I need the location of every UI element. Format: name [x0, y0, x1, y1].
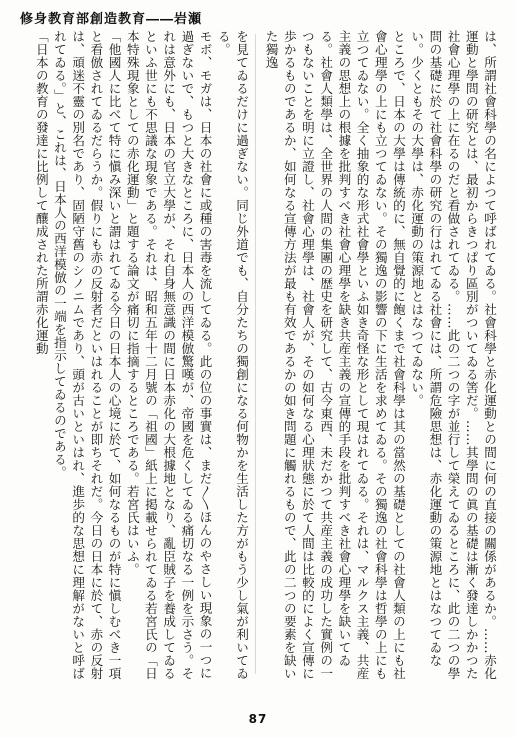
paragraph: ところで、日本の大學は傳統的に、無自覺的に飽くまで社會科學は其の當然の基礎としての社會人類の上にも社會心理學の上にも立つてゐない。その獨逸の影響の下に生活を求めてゐる。その獨逸の社會科學は哲學の上にも立つてゐない。全く抽象的な形式社會學といふ如き奇怪な形として現はれてゐる。それは、マルクス主義、共産主義の思想上の根據を批判すべき社會心理學を缺き共産主義の宣傳的手段を批判すべき社會心理學を缺いてゐる。社會人類學は、全世界の人間の集團の歴史を研究して、古今東西、未だかつて共産主義の成功した實例の一つもないことを明に立證し、社會心理學は、社會人が、その如何なる心理狀態に於て人間は比較的によく宣傳に歩かるものであるか、如何なる宣傳方法が最も有效であるかの如き問題に觸れるもので、此の二つの要素を缺いた獨逸	[263, 30, 406, 680]
paragraph: 「他國人に比べて特に愼み深いと謂はれてゐる今日の日本人の心境に於て、如何なるものが特に愼しむべき一項と看倣されてゐるだらうか。假りにも赤の反射者だといはれることが即ちそれだ。今日の日本に於て、赤の反射は、頑迷不靈の別名であり、固陋守舊のシノニムであり、頭が古いといはれ、進歩的な思想に理解がないと呼ばれてゐる。」と、これは、日本人の西洋模倣の一端を指示してゐるのである。	[51, 30, 122, 680]
right-text-column	[262, 30, 498, 680]
column-gutter	[255, 34, 256, 674]
left-text-column	[28, 30, 250, 680]
paragraph: モボ、モガは、日本の社會に或種の害毒を流してゐる。此の位の事實は、まだ〱ほんのやさしい現象の一つに過ぎないで、もつと大きなところに、日本人の西洋模倣驚嘆が、帝國を危くしてゐる痛切なる一例を示さう。それは意外にも、日本の官立大學が、それ自身無意識の間に日本赤化の大根據地となり、亂臣賊子を養成してゐるといふ世にも不思議な現象である。それは、昭和五年十二月號の「祖國」紙上に掲載せられてゐる若宮氏の「日本特殊現象としての赤化運動」と題する論文が痛切に指摘するところである。若宮氏はいふ。	[124, 30, 213, 680]
paragraph: は、所謂社會科學の名によつて呼ばれてゐる。社會科學と赤化運動との間に何の直接の關係があるか。……赤化運動と學問の研究とは、最初からきつぱり區別がついてゐる筈だ。……其學問の眞の基礎は漸く發達しかかつた社會心理學の上に在るのだと看做されてゐる。……此の二つの字が並行して榮えてゐるところに、此の二つの學問の基礎に於て社會科學の研究の行はれてゐる社會には、所謂危險思想は、赤化運動の策源地とはなつてゐない。少くともその大學は、赤化運動の策源地とはなつてゐない。	[409, 30, 497, 680]
paragraph: 「日本の教育の發達に比例して釀成された所謂赤化運動	[33, 30, 49, 355]
running-head: 修身教育部創造教育――岩瀬	[20, 12, 203, 27]
paragraph: を見てゐるだけに過ぎない。同じ外道でも、自分たちの獨創になる何物かを生活した方がもう少し氣が利いてゐる。	[215, 30, 249, 680]
page-number: 87	[248, 712, 268, 726]
